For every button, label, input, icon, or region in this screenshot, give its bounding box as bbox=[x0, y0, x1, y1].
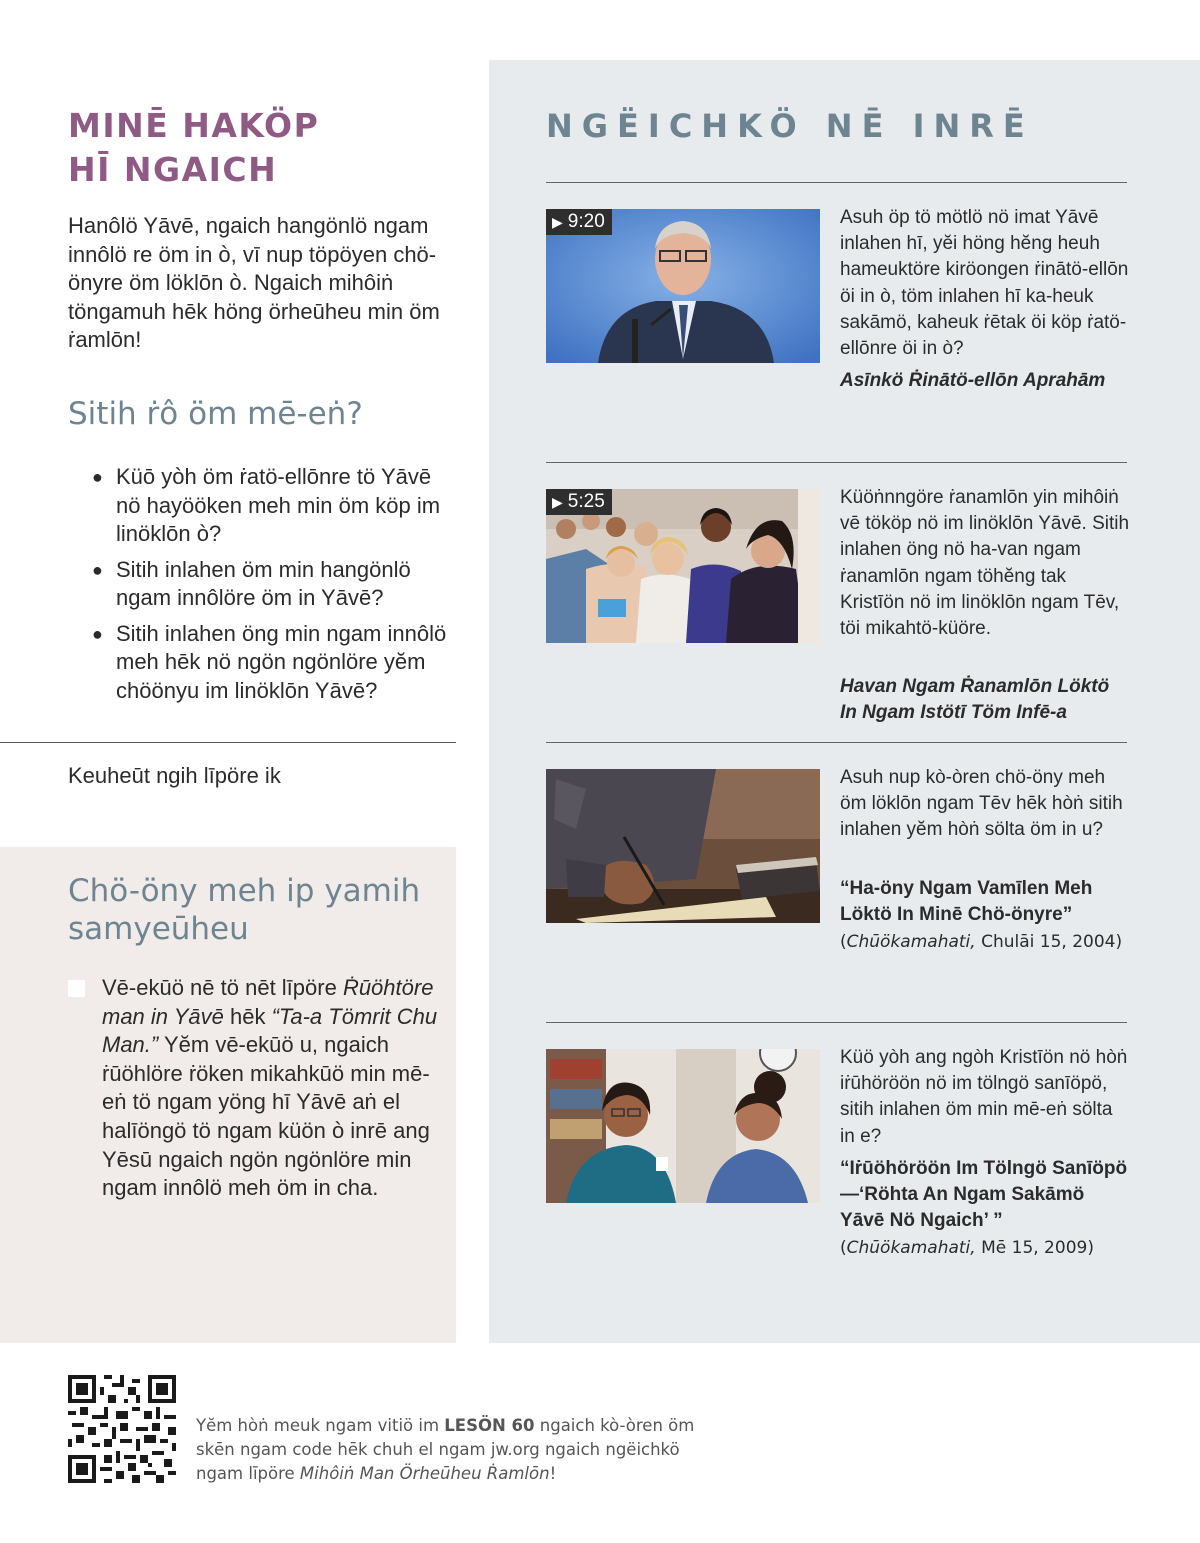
goal-text-italic: Ṙūöhtöre man in Yāvē bbox=[102, 975, 434, 1029]
video-thumbnail[interactable] bbox=[546, 489, 820, 643]
bullet-icon: ● bbox=[92, 559, 103, 580]
goal-text-part: Yĕm vē-ekūö u, ngaich ṙūöhlöre ṙöken mikahkūö min mē-eṅ tö ngam yöng hī Yāvē aṅ el halīöngö tö ngam küön ò inrē ang Yēsū ngaich ngön ngönlöre min ngam innôlö meh öm in cha. bbox=[102, 1032, 430, 1201]
goal-text-part: hēk bbox=[223, 1003, 272, 1029]
video-duration: 5:25 bbox=[567, 491, 605, 512]
review-question bbox=[92, 463, 458, 549]
article-thumbnail[interactable] bbox=[546, 769, 820, 923]
explore-item-title[interactable]: “Ha-öny Ngam Vamīlen Meh Löktö In Minē Chö-önyre” bbox=[840, 878, 1093, 926]
video-duration-badge bbox=[546, 209, 612, 235]
goal-text bbox=[102, 974, 447, 1203]
source-part: ( bbox=[840, 1238, 847, 1258]
footer-book-title: Mihôiṅ Man Örheūheu Ṙamlōn bbox=[299, 1464, 550, 1483]
summary-heading-line2: HĪ NGAICH bbox=[68, 150, 278, 189]
divider bbox=[546, 182, 1127, 183]
footer-lesson-label: LESÖN 60 bbox=[444, 1416, 535, 1435]
explore-heading: NGËICHKÖ NĒ INRĒ bbox=[546, 107, 1034, 145]
explore-item-text: Asuh öp tö mötlö nö imat Yāvē inlahen hī, yĕi höng hĕng heuh hameuktöre kiröongen ṙinātö-ellōn öi in ò, töm inlahen hī ka-heuk sakāmö, kaheuk ṙētak öi köp ṙatö-ellōnre öi in ò? bbox=[840, 207, 1129, 360]
article-thumbnail[interactable] bbox=[546, 1049, 820, 1203]
video-duration-badge bbox=[546, 489, 612, 515]
footer-text-part: Yĕm hòṅ meuk ngam vitiö im bbox=[196, 1416, 445, 1435]
explore-item-source bbox=[840, 930, 1130, 954]
footer-note bbox=[196, 1414, 716, 1486]
goal-text-part: Vē-ekūö nē tö nēt līpöre bbox=[102, 975, 343, 1000]
summary-heading-line1: MINĒ HAKÖP bbox=[68, 106, 320, 145]
explore-item-text: Küöṅnngöre ṙanamlōn yin mihôiṅ vē tököp nö im linöklōn Yāvē. Sitih inlahen öng nö ha-van ngam ṙanamlōn ngam töhĕng tak Kristīön nö im linöklōn ngam Tēv, töi mikahtö-küöre. bbox=[840, 487, 1130, 640]
summary-heading bbox=[68, 104, 448, 192]
review-questions bbox=[92, 463, 458, 712]
qr-code-icon[interactable] bbox=[68, 1375, 176, 1483]
review-question-text: Sitih inlahen öng min ngam innôlö meh hēk nö ngön ngönlöre yĕm chöönyu im linöklōn Yāvē? bbox=[116, 620, 447, 703]
divider bbox=[546, 462, 1127, 463]
explore-item-title[interactable]: Havan Ngam Ṙanamlōn Löktö In Ngam Istötī Töm Infē-a bbox=[840, 676, 1110, 724]
video-duration: 9:20 bbox=[567, 211, 605, 232]
summary-text: Hanôlö Yāvē, ngaich hangönlö ngam innôlö re öm in ò, vī nup töpöyen chö-önyre öm löklōn ò. Ngaich mihôiṅ töngamuh hēk höng örheūheu min öm ṙamlōn! bbox=[68, 213, 440, 352]
goal-checkbox[interactable] bbox=[68, 980, 85, 997]
bullet-icon: ● bbox=[92, 623, 103, 644]
play-icon: ▶ bbox=[552, 214, 563, 230]
footer-text-part: ngaich kò-òren öm skēn ngam code hēk chuh el ngam jw.org ngaich ngëichkö ngam līpöre bbox=[196, 1416, 695, 1483]
explore-item-text: Küö yòh ang ngòh Kristīön nö hòṅ iṙūhöröön nö im tölngö sanīöpö, sitih inlahen öm min mē-eṅ sölta in e? bbox=[840, 1047, 1128, 1147]
explore-item-title[interactable]: Asīnkö Ṙinātö-ellōn Aprahām bbox=[840, 370, 1106, 391]
divider bbox=[546, 742, 1127, 743]
review-question-text: Sitih inlahen öm min hangönlö ngam innôlöre öm in Yāvē? bbox=[116, 556, 411, 610]
source-date: Mē 15, 2009) bbox=[975, 1238, 1094, 1258]
goal-heading: Chö-öny meh ip yamih samyeūheu bbox=[68, 873, 421, 947]
explore-item-title[interactable]: “Iṙūöhöröön Im Tölngö Sanīöpö—‘Röhta An Ngam Sakāmö Yāvē Nö Ngaich’ ” bbox=[840, 1158, 1128, 1232]
review-heading: Sitih ṙô öm mē-eṅ? bbox=[68, 396, 363, 432]
footer-text-part: ! bbox=[549, 1464, 557, 1483]
source-date: Chulāi 15, 2004) bbox=[975, 932, 1123, 952]
source-publication: Chūökamahati, bbox=[846, 932, 976, 952]
explore-item-text: Asuh nup kò-òren chö-öny meh öm löklōn ngam Tēv hēk hòṅ sitih inlahen yĕm hòṅ sölta öm in u? bbox=[840, 767, 1123, 841]
review-question bbox=[92, 620, 458, 706]
source-publication: Chūökamahati, bbox=[846, 1238, 976, 1258]
play-icon: ▶ bbox=[552, 494, 563, 510]
explore-item-source bbox=[840, 1236, 1130, 1260]
video-thumbnail[interactable] bbox=[546, 209, 820, 363]
bullet-icon: ● bbox=[92, 467, 103, 487]
notes-label: Keuheūt ngih līpöre ik bbox=[68, 763, 281, 788]
review-question bbox=[92, 556, 458, 613]
review-question-text: Küō yòh öm ṙatö-ellōnre tö Yāvē nö hayööken meh min öm köp im linöklōn ò? bbox=[116, 464, 441, 546]
writing-photo bbox=[546, 769, 820, 923]
goal-text-italic: “Ta-a Tömrit Chu Man.” bbox=[102, 1003, 438, 1058]
divider bbox=[546, 1022, 1127, 1023]
divider bbox=[0, 742, 456, 743]
source-part: ( bbox=[840, 932, 847, 952]
nurses-photo bbox=[546, 1049, 820, 1203]
